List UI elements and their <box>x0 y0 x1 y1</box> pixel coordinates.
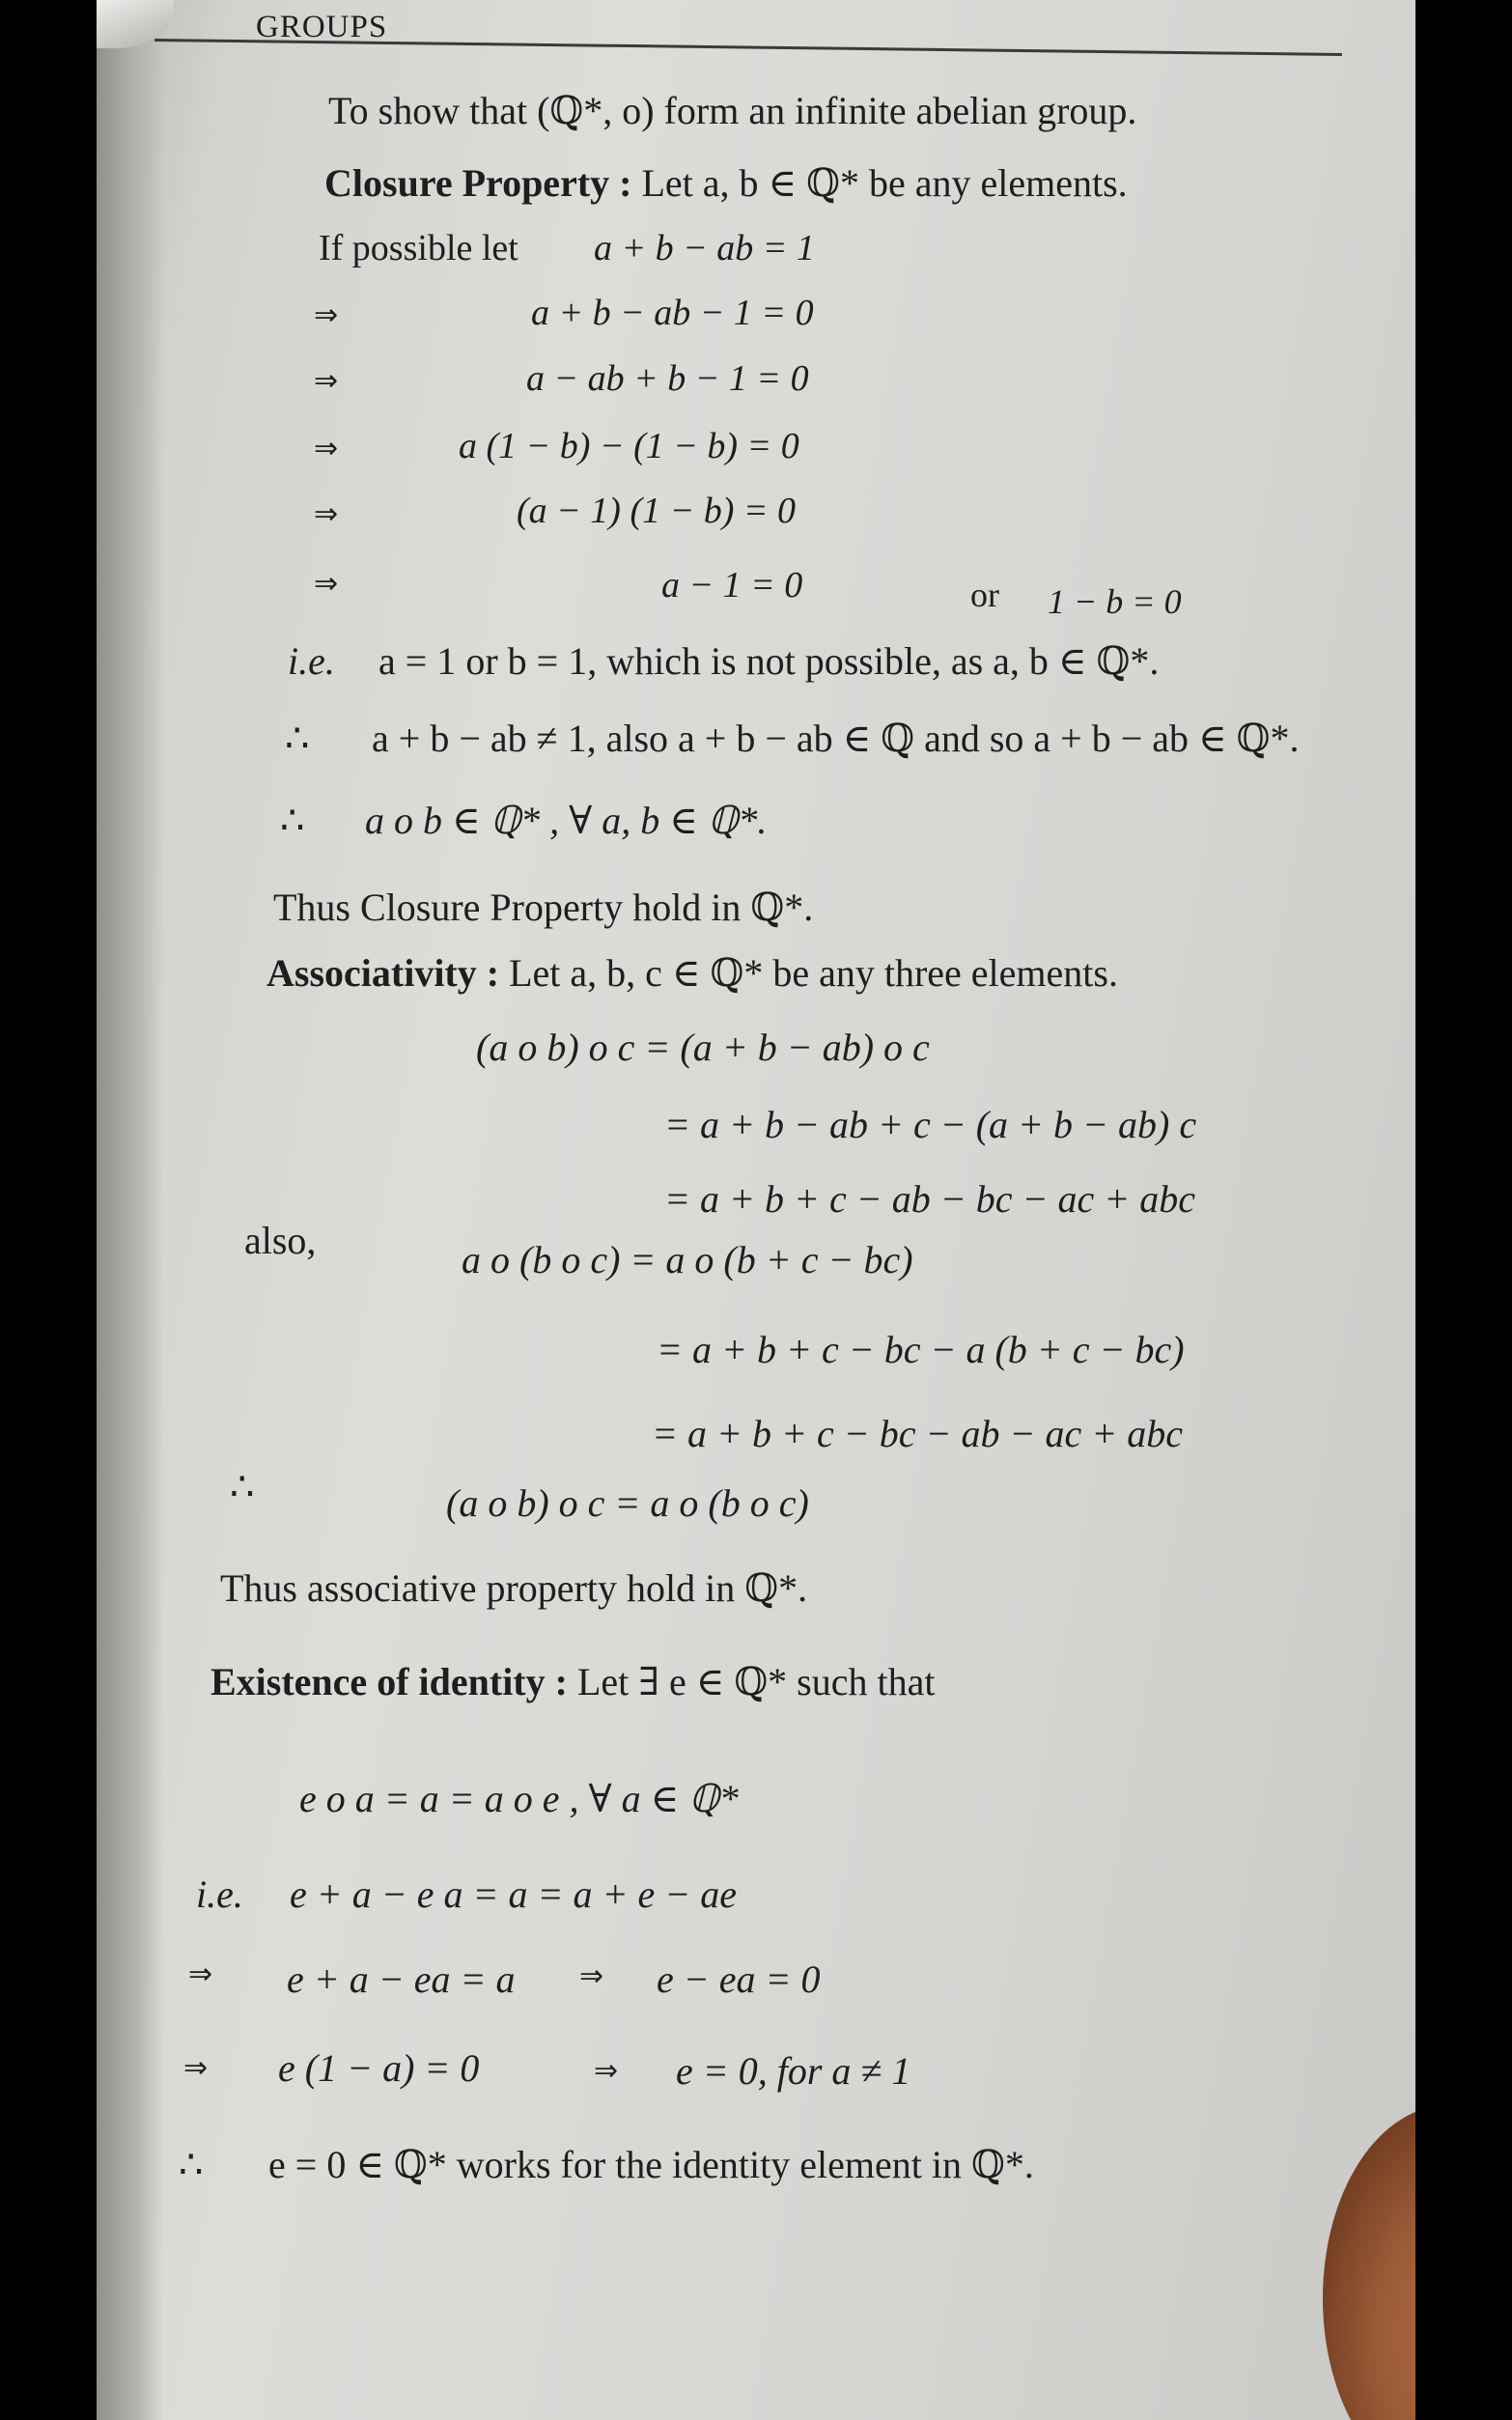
closure-heading <box>324 161 1128 205</box>
also-word: also, <box>244 1219 317 1262</box>
implies-symbol: ⇒ <box>314 298 339 332</box>
running-header: GROUPS <box>256 10 388 44</box>
implies-symbol: ⇒ <box>594 2054 619 2088</box>
closure-eq5a: a − 1 = 0 <box>661 565 803 605</box>
therefore-symbol: ∴ <box>280 799 305 842</box>
associativity-heading <box>266 951 1118 995</box>
closure-therefore-1: a + b − ab ≠ 1, also a + b − ab ∈ ℚ and so a + b − ab ∈ ℚ*. <box>372 717 1300 760</box>
closure-ie-text: a = 1 or b = 1, which is not possible, as a, b ∈ ℚ*. <box>378 639 1160 683</box>
implies-symbol: ⇒ <box>314 432 339 465</box>
assoc-line-2: = a + b − ab + c − (a + b − ab) c <box>664 1103 1197 1146</box>
implies-symbol: ⇒ <box>579 1959 604 1993</box>
therefore-symbol: ∴ <box>230 1465 255 1508</box>
closure-therefore-2: a o b ∈ ℚ* , ∀ a, b ∈ ℚ*. <box>365 799 768 842</box>
implies-symbol: ⇒ <box>314 497 339 531</box>
assoc-line-5: = a + b + c − bc − a (b + c − bc) <box>657 1328 1185 1371</box>
identity-label: Existence of identity : <box>210 1660 568 1703</box>
identity-line-1: e o a = a = a o e , ∀ a ∈ ℚ* <box>299 1777 739 1820</box>
assoc-line-7: (a o b) o c = a o (b o c) <box>446 1481 809 1525</box>
identity-line-4a: e (1 − a) = 0 <box>278 2046 480 2090</box>
identity-heading <box>210 1660 936 1703</box>
implies-symbol: ⇒ <box>314 567 339 601</box>
closure-eq3: a (1 − b) − (1 − b) = 0 <box>459 426 799 466</box>
closure-eq2: a − ab + b − 1 = 0 <box>526 358 809 399</box>
assoc-line-1: (a o b) o c = (a + b − ab) o c <box>476 1026 930 1069</box>
identity-line-3a: e + a − ea = a <box>287 1957 516 2001</box>
closure-eq1: a + b − ab − 1 = 0 <box>531 293 814 333</box>
identity-conclusion: e = 0 ∈ ℚ* works for the identity element in ℚ*. <box>268 2143 1034 2186</box>
identity-statement: Let ∃ e ∈ ℚ* such that <box>576 1660 936 1703</box>
implies-symbol: ⇒ <box>188 1957 213 1991</box>
implies-symbol: ⇒ <box>183 2051 209 2085</box>
therefore-symbol: ∴ <box>179 2143 204 2186</box>
assoc-line-6: = a + b + c − bc − ab − ac + abc <box>652 1412 1183 1455</box>
associativity-label: Associativity : <box>266 951 500 995</box>
therefore-symbol: ∴ <box>285 717 310 760</box>
closure-eq4: (a − 1) (1 − b) = 0 <box>517 491 797 531</box>
closure-eq5b: 1 − b = 0 <box>1048 582 1182 621</box>
intro-line: To show that (ℚ*, o) form an infinite abelian group. <box>328 89 1137 132</box>
closure-conclusion: Thus Closure Property hold in ℚ*. <box>273 886 814 929</box>
thumb <box>1323 2105 1415 2420</box>
closure-eq0: a + b − ab = 1 <box>594 228 815 268</box>
identity-line-2: e + a − e a = a = a + e − ae <box>290 1872 737 1916</box>
closure-label: Closure Property : <box>324 161 632 205</box>
if-possible-label: If possible let <box>319 228 518 268</box>
ie-label: i.e. <box>288 639 335 683</box>
associativity-conclusion: Thus associative property hold in ℚ*. <box>220 1566 808 1610</box>
or-word: or <box>970 576 999 614</box>
closure-statement: Let a, b ∈ ℚ* be any elements. <box>641 161 1128 205</box>
assoc-line-4: a o (b o c) = a o (b + c − bc) <box>462 1238 913 1281</box>
ie-label: i.e. <box>196 1872 243 1916</box>
identity-line-4b: e = 0, for a ≠ 1 <box>676 2049 911 2093</box>
associativity-statement: Let a, b, c ∈ ℚ* be any three elements. <box>509 951 1118 995</box>
assoc-line-3: = a + b + c − ab − bc − ac + abc <box>664 1177 1195 1221</box>
page-shadow <box>97 0 164 2420</box>
identity-line-3b: e − ea = 0 <box>657 1957 821 2001</box>
implies-symbol: ⇒ <box>314 364 339 398</box>
